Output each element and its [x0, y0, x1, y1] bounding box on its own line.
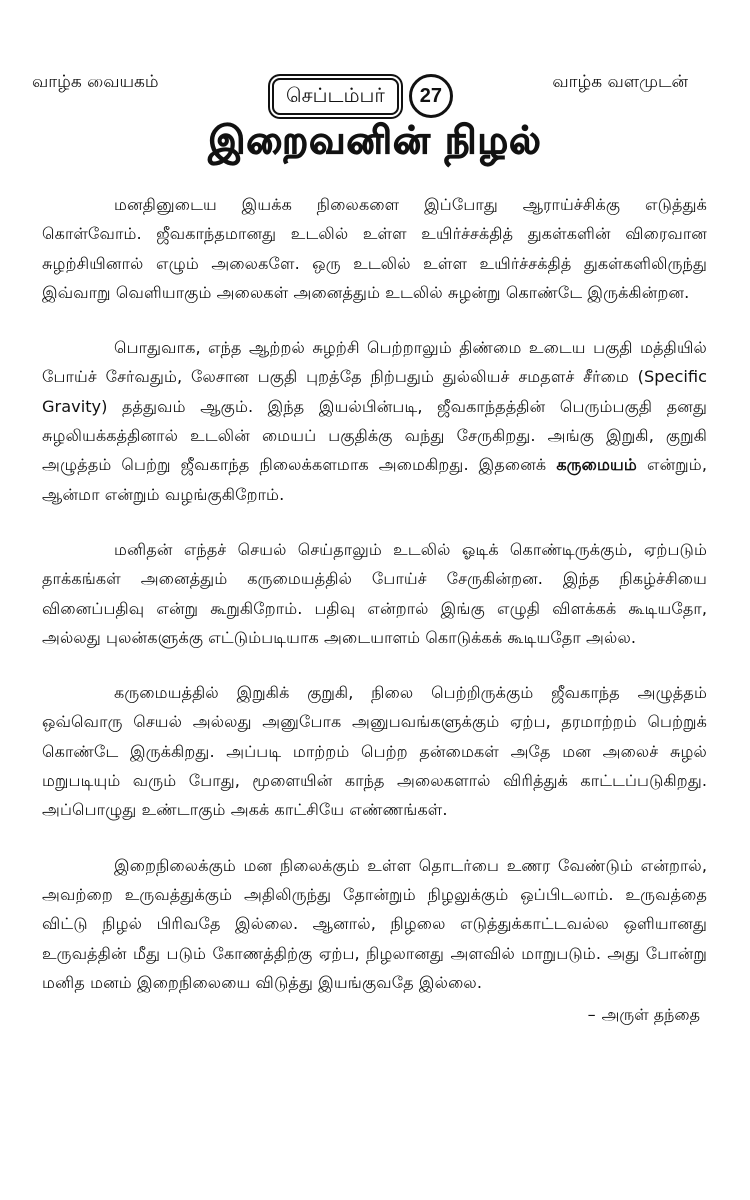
header-left-greeting: வாழ்க வையகம் [32, 72, 159, 92]
paragraph-5: இறைநிலைக்கும் மன நிலைக்கும் உள்ள தொடர்பை உணர வேண்டும் என்றால், அவற்றை உருவத்துக்கும் அதிலிருந்து தோன்றும் நிழலுக்கும் ஒப்பிடலாம். உருவத்தை விட்டு நிழல் பிரிவதே இல்லை. ஆனால், நிழலை எடுத்துக்காட்டவல்ல ஒளியானது உருவத்தின் மீது படும் கோணத்திற்கு ஏற்ப, நிழலானது அளவில் மாறுபடும். அது போன்று மனித மனம் இறைநிலையை விடுத்து இயங்குவதே இல்லை. [42, 855, 707, 992]
paragraph-3: மனிதன் எந்தச் செயல் செய்தாலும் உடலில் ஓடிக் கொண்டிருக்கும், ஏற்படும் தாக்கங்கள் அனைத்தும் கருமையத்தில் போய்ச் சேருகின்றன. இந்த நிகழ்ச்சியை வினைப்பதிவு என்று கூறுகிறோம். பதிவு என்றால் இங்கு எழுதி விளக்கக் கூடியதோ, அல்லது புலன்களுக்கு எட்டும்படியாக அடையாளம் கொடுக்கக் கூடியதோ அல்ல. [42, 539, 707, 647]
paragraph-2-text-b: என்றும், ஆன்மா என்றும் வழங்குகிறோம். [42, 455, 707, 504]
paragraph-2-text-a: பொதுவாக, எந்த ஆற்றல் சுழற்சி பெற்றாலும் திண்மை உடைய பகுதி மத்தியில் போய்ச் சேர்வதும், லேசான பகுதி புறத்தே நிற்பதும் துல்லியச் சமதளச் சீர்மை (Specific Gravity) தத்துவம் ஆகும். இந்த இயல்பின்படி, ஜீவகாந்தத்தின் பெரும்பகுதி தனது சுழலியக்கத்தினால் உடலின் மையப் பகுதிக்கு வந்து சேருகிறது. அங்கு இறுகி, குறுகி அழுத்தம் பெற்று ஜீவகாந்த நிலைக்களமாக அமைகிறது. இதனைக் [42, 338, 707, 475]
page-title: இறைவனின் நிழல் [208, 118, 542, 162]
paragraph-4: கருமையத்தில் இறுகிக் குறுகி, நிலை பெற்றிருக்கும் ஜீவகாந்த அழுத்தம் ஒவ்வொரு செயல் அல்லது அனுபோக அனுபவங்களுக்கும் ஏற்ப, தரமாற்றம் பெற்றுக் கொண்டே இருக்கிறது. அப்படி மாற்றம் பெற்ற தன்மைகள் அதே மன அலைச் சுழல் மறுபடியும் வரும் போது, மூளையின் காந்த அலைகளால் விரித்துக் காட்டப்படுகிறது. அப்பொழுது உண்டாகும் அகக் காட்சியே எண்ணங்கள். [42, 683, 707, 820]
month-label: செப்டம்பர் [272, 78, 399, 115]
header-right-greeting: வாழ்க வளமுடன் [552, 72, 688, 92]
paragraph-2-bold-term: கருமையம் [556, 455, 637, 475]
paragraph-1: மனதினுடைய இயக்க நிலைகளை இப்போது ஆராய்ச்சிக்கு எடுத்துக் கொள்வோம். ஜீவகாந்தமானது உடலில் உள்ள உயிர்ச்சக்தித் துகள்களின் விரைவான சுழற்சியினால் எழும் அலைகளே. ஒரு உடலில் உள்ள உயிர்ச்சக்தித் துகள்களிலிருந்து இவ்வாறு வெளியாகும் அலைகள் அனைத்தும் உடலில் சுழன்று கொண்டே இருக்கின்றன. [42, 195, 707, 302]
day-number: 27 [409, 74, 453, 118]
signature-dash: – [587, 1005, 596, 1024]
signature [588, 1005, 700, 1026]
body-text [42, 190, 707, 1023]
date-badge [268, 76, 453, 116]
paragraph-2 [42, 333, 707, 509]
signature-name: அருள் தந்தை [601, 1005, 700, 1024]
